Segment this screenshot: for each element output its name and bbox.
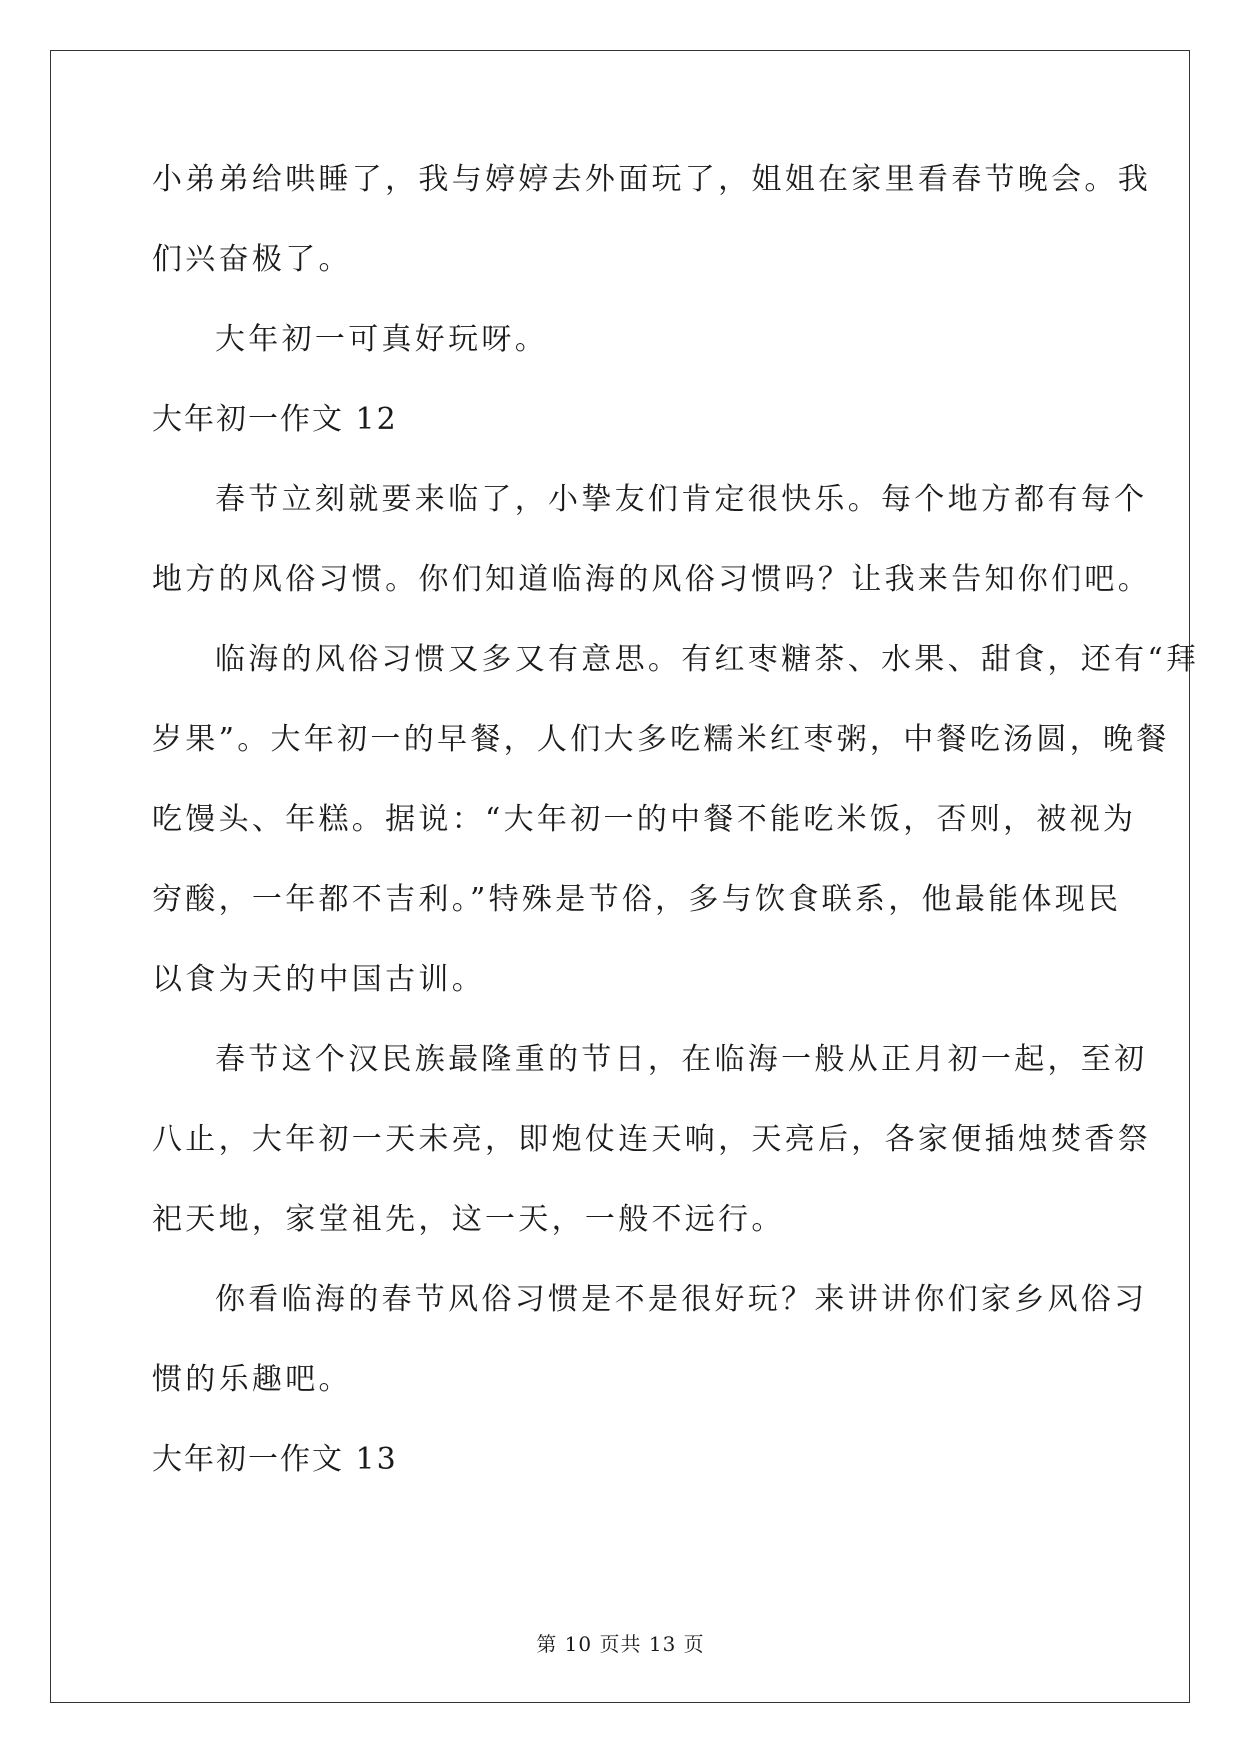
paragraph-line: 大年初一可真好玩呀。 — [215, 322, 548, 357]
paragraph-line: 临海的风俗习惯又多又有意思。有红枣糖茶、水果、甜食，还有“拜 — [215, 642, 1200, 677]
paragraph-line: 你看临海的春节风俗习惯是不是很好玩？来讲讲你们家乡风俗习 — [215, 1282, 1148, 1317]
section-heading: 大年初一作文 12 — [152, 402, 398, 437]
paragraph-line: 岁果”。大年初一的早餐，人们大多吃糯米红枣粥，中餐吃汤圆，晚餐 — [152, 722, 1170, 757]
paragraph-line: 吃馒头、年糕。据说：“大年初一的中餐不能吃米饭，否则，被视为 — [152, 802, 1137, 837]
paragraph-line: 小弟弟给哄睡了，我与婷婷去外面玩了，姐姐在家里看春节晚会。我 — [152, 162, 1151, 197]
paragraph-line: 们兴奋极了。 — [152, 242, 352, 277]
page-footer — [0, 1628, 1241, 1657]
page-total: 共 13 页 — [620, 1632, 705, 1656]
paragraph-line: 祀天地，家堂祖先，这一天，一般不远行。 — [152, 1202, 785, 1237]
paragraph-line: 惯的乐趣吧。 — [152, 1362, 352, 1397]
paragraph-line: 穷酸，一年都不吉利。”特殊是节俗，多与饮食联系，他最能体现民 — [152, 882, 1122, 917]
paragraph-line: 地方的风俗习惯。你们知道临海的风俗习惯吗？让我来告知你们吧。 — [152, 562, 1151, 597]
paragraph-line: 八止，大年初一天未亮，即炮仗连天响，天亮后，各家便插烛焚香祭 — [152, 1122, 1151, 1157]
paragraph-line: 春节这个汉民族最隆重的节日，在临海一般从正月初一起，至初 — [215, 1042, 1148, 1077]
document-body — [152, 162, 1200, 1522]
section-heading: 大年初一作文 13 — [152, 1442, 398, 1477]
paragraph-line: 以食为天的中国古训。 — [152, 962, 485, 997]
page-number: 第 10 页 — [536, 1632, 621, 1656]
paragraph-line: 春节立刻就要来临了，小挚友们肯定很快乐。每个地方都有每个 — [215, 482, 1148, 517]
